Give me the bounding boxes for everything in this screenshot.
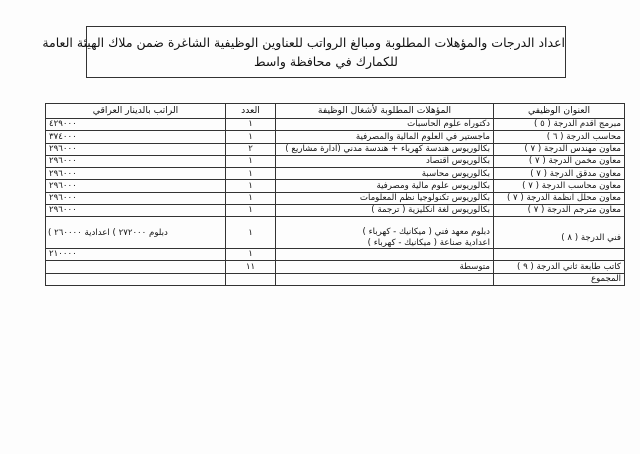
header-count: العدد [226,104,276,119]
document-title-box [42,26,566,78]
total-label-cell: المجموع [494,273,625,285]
job-title-cell: معاون محلل انظمة الدرجة ( ٧ ) [494,192,625,204]
empty-cell [226,273,276,285]
table-row [46,192,625,204]
qualification-cell: دكتوراه علوم الحاسبات [276,119,494,131]
job-title-cell: معاون مترجم الدرجة ( ٧ ) [494,205,625,217]
salary-cell: ٢٩٦٠٠٠ [46,192,226,204]
table-row-typist [46,248,625,260]
count-cell: ١ [226,248,276,260]
table-header-row [46,104,625,119]
salary-cell: ٢٩٦٠٠٠ [46,155,226,167]
salary-cell: ٢١٠٠٠٠ [46,248,226,260]
salary-cell: ٢٩٦٠٠٠ [46,180,226,192]
document-title-line2: للكمارك في محافظة واسط [254,54,398,69]
header-job-title: العنوان الوظيفي [494,104,625,119]
job-title-cell: معاون محاسب الدرجة ( ٧ ) [494,180,625,192]
table-row [46,119,625,131]
table-row [46,205,625,217]
qualification-cell: بكالوريوس محاسبة [276,168,494,180]
table-total-row [46,273,625,285]
header-qualification: المؤهلات المطلوبة لأشغال الوظيفة [276,104,494,119]
job-title-cell: معاون مهندس الدرجة ( ٧ ) [494,143,625,155]
salary-text: دبلوم ٢٧٢٠٠٠ ) اعدادية ٢٦٠٠٠٠ ) [48,227,168,238]
count-cell: ٢ [226,143,276,155]
qualification-cell [276,248,494,260]
job-title-cell: كاتب طابعة ثاني الدرجة ( ٩ ) [494,261,625,273]
salary-cell: ٢٩٦٠٠٠ [46,143,226,155]
qualification-line2: اعدادية صناعة ( ميكانيك - كهرباء ) [367,237,490,248]
count-cell: ١ [226,131,276,143]
count-cell: ١ [226,168,276,180]
qualification-cell: بكالوريوس علوم مالية ومصرفية [276,180,494,192]
job-title-cell: مبرمج اقدم الدرجة ( ٥ ) [494,119,625,131]
vacancies-table [45,103,625,286]
empty-cell [46,273,226,285]
qualification-cell [276,217,494,249]
count-cell: ١ [226,205,276,217]
count-text: ١ [248,227,253,238]
table-row [46,131,625,143]
header-salary: الراتب بالدينار العراقي [46,104,226,119]
salary-cell: ٢٩٦٠٠٠ [46,168,226,180]
job-title-cell: معاون مخمن الدرجة ( ٧ ) [494,155,625,167]
table-row-typist-detail [46,261,625,273]
qualification-cell: بكالوريوس تكنولوجيا نظم المعلومات [276,192,494,204]
salary-cell: ٣٧٤٠٠٠ [46,131,226,143]
qualification-line1: دبلوم معهد فني ( ميكانيك - كهرباء ) [362,227,490,238]
job-title-cell [494,217,625,249]
document-title-line1: اعداد الدرجات والمؤهلات المطلوبة ومبالغ الرواتب للعناوين الوظيفية الشاغرة ضمن ملاك الهيئة العامة [42,35,565,50]
table-row-technical [46,217,625,249]
job-title-text: فني الدرجة ( ٨ ) [561,232,621,243]
salary-cell [46,261,226,273]
salary-cell [46,217,226,249]
count-cell [226,217,276,249]
qualification-cell: بكالوريوس لغة انكليزية ( ترجمة ) [276,205,494,217]
qualification-cell: بكالوريوس اقتصاد [276,155,494,167]
count-cell: ١ [226,155,276,167]
table-row [46,168,625,180]
job-title-cell: محاسب الدرجة ( ٦ ) [494,131,625,143]
count-cell: ١ [226,119,276,131]
qualification-cell: متوسطة [276,261,494,273]
job-title-cell [494,248,625,260]
empty-cell [276,273,494,285]
salary-cell: ٢٩٦٠٠٠ [46,205,226,217]
qualification-cell: بكالوريوس هندسة كهرباء + هندسة مدني (ادارة مشاريع ) [276,143,494,155]
table-row [46,180,625,192]
table-row [46,143,625,155]
count-cell: ١ [226,180,276,192]
job-title-cell: معاون مدقق الدرجة ( ٧ ) [494,168,625,180]
count-cell: ١ [226,192,276,204]
count-cell: ١١ [226,261,276,273]
qualification-cell: ماجستير في العلوم المالية والمصرفية [276,131,494,143]
salary-cell: ٤٢٩٠٠٠ [46,119,226,131]
table-row [46,155,625,167]
